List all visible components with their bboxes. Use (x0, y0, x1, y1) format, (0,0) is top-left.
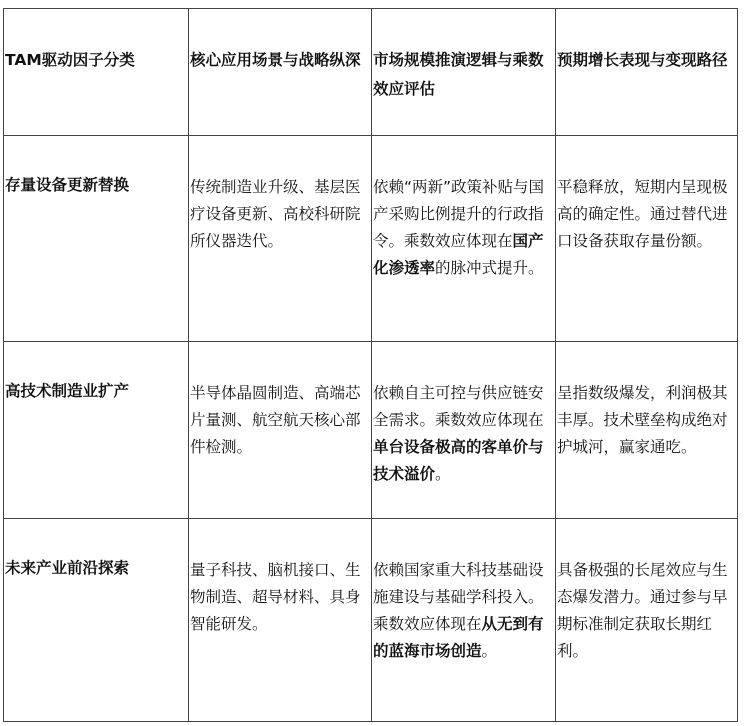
header-logic: 市场规模推演逻辑与乘数效应评估 (372, 9, 556, 136)
tam-driver-table (3, 8, 738, 722)
scenario-cell: 半导体晶圆制造、高端芯片量测、航空航天核心部件检测。 (189, 342, 372, 519)
growth-cell: 具备极强的长尾效应与生态爆发潜力。通过参与早期标准制定获取长期红利。 (556, 519, 738, 722)
table-row (4, 342, 738, 519)
logic-cell (372, 136, 556, 342)
logic-text: 依赖国家重大科技基础设施建设与基础学科投入。乘数效应体现在 (373, 561, 544, 633)
logic-text: 依赖“两新”政策补贴与国产采购比例提升的行政指令。乘数效应体现在 (373, 178, 545, 250)
category-cell: 高技术制造业扩产 (4, 342, 189, 519)
table-row (4, 136, 738, 342)
header-row (4, 9, 738, 136)
logic-text-end: 的脉冲式提升。 (435, 259, 544, 277)
scenario-cell: 传统制造业升级、基层医疗设备更新、高校科研院所仪器迭代。 (189, 136, 372, 342)
scenario-cell: 量子科技、脑机接口、生物制造、超导材料、具身智能研发。 (189, 519, 372, 722)
logic-text-end: 。 (435, 465, 451, 483)
category-cell: 未来产业前沿探索 (4, 519, 189, 722)
logic-emphasis: 从无到有的蓝海市场创造 (373, 615, 544, 660)
logic-text: 依赖自主可控与供应链安全需求。乘数效应体现在 (373, 384, 544, 429)
logic-cell (372, 342, 556, 519)
category-cell: 存量设备更新替换 (4, 136, 189, 342)
logic-cell (372, 519, 556, 722)
logic-emphasis: 国产化渗透率 (373, 232, 544, 277)
header-scenario: 核心应用场景与战略纵深 (189, 9, 372, 136)
growth-cell: 平稳释放，短期内呈现极高的确定性。通过替代进口设备获取存量份额。 (556, 136, 738, 342)
header-growth: 预期增长表现与变现路径 (556, 9, 738, 136)
growth-cell: 呈指数级爆发，利润极其丰厚。技术壁垒构成绝对护城河，赢家通吃。 (556, 342, 738, 519)
logic-text-end: 。 (481, 642, 498, 660)
table-row (4, 519, 738, 722)
logic-emphasis: 单台设备极高的客单价与技术溢价 (373, 438, 544, 483)
header-category: TAM驱动因子分类 (4, 9, 189, 136)
